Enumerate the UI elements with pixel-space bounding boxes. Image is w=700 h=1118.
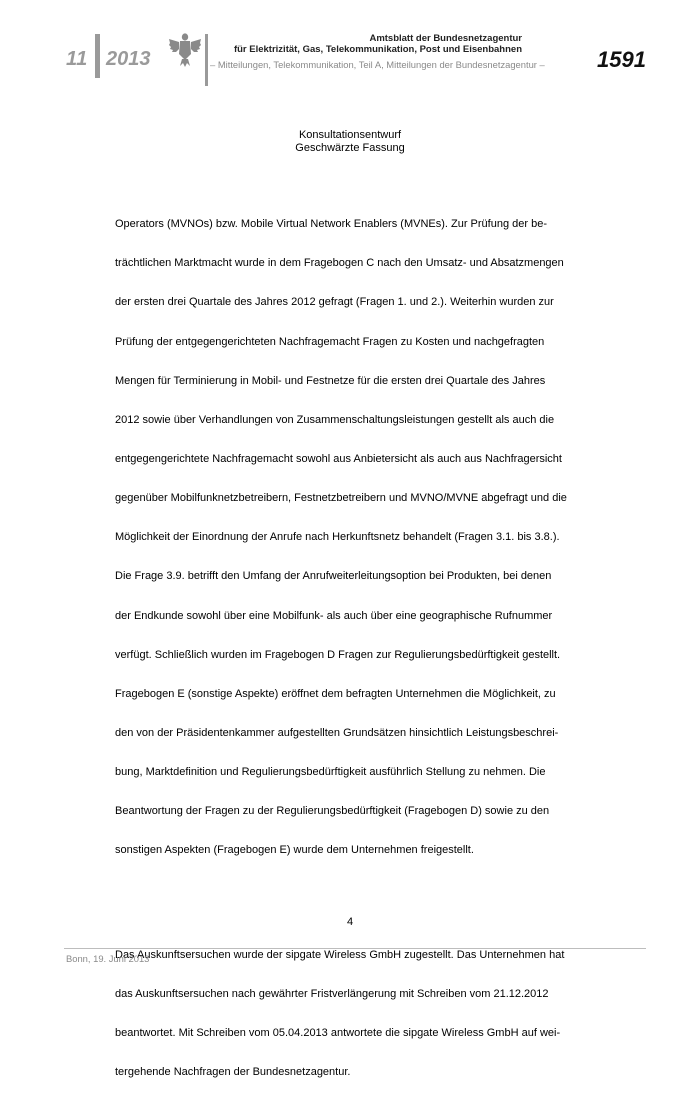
footer-place-date: Bonn, 19. Juni 2013 bbox=[66, 953, 150, 964]
issue-number: 11 bbox=[66, 48, 88, 70]
text-line: tergehende Nachfragen der Bundesnetzagentur. bbox=[115, 1066, 351, 1079]
publication-title: Amtsblatt der Bundesnetzagentur bbox=[369, 33, 522, 44]
section-subtitle: – Mitteilungen, Telekommunikation, Teil A, Mitteilungen der Bundesnetzagentur – bbox=[210, 59, 545, 70]
text-line: Möglichkeit der Einordnung der Anrufe nach Herkunftsnetz behandelt (Fragen 3.1. bis 3.8.). bbox=[115, 531, 560, 544]
footer-divider bbox=[64, 948, 646, 949]
issue-year: 2013 bbox=[106, 48, 151, 70]
document-page-number: 4 bbox=[346, 916, 354, 928]
text-line: das Auskunftsersuchen nach gewährter Fristverlängerung mit Schreiben vom 21.12.2012 bbox=[115, 987, 549, 1000]
text-line: bung, Marktdefinition und Regulierungsbedürftigkeit ausführlich Stellung zu nehmen. Die bbox=[115, 766, 546, 779]
text-line: Prüfung der entgegengerichteten Nachfragemacht Fragen zu Kosten und nachgefragten bbox=[115, 335, 545, 348]
text-line: den von der Präsidentenkammer aufgestellten Grundsätzen hinsichtlich Leistungsbeschrei- bbox=[115, 727, 559, 740]
text-line: Die Frage 3.9. betrifft den Umfang der Anrufweiterleitungsoption bei Produkten, bei denen bbox=[115, 570, 552, 583]
paragraph-1 bbox=[115, 192, 595, 883]
text-line: Mengen für Terminierung in Mobil- und Festnetze für die ersten drei Quartale des Jahres bbox=[115, 374, 546, 387]
text-line: Fragebogen E (sonstige Aspekte) eröffnet dem befragten Unternehmen die Möglichkeit, zu bbox=[115, 687, 556, 700]
text-line: Das Auskunftsersuchen wurde der sipgate Wireless GmbH zugestellt. Das Unternehmen hat bbox=[115, 948, 565, 961]
text-line: 2012 sowie über Verhandlungen von Zusammenschaltungsleistungen gestellt als auch die bbox=[115, 413, 555, 426]
federal-eagle-icon bbox=[168, 30, 202, 68]
document-heading bbox=[0, 129, 700, 155]
body-text bbox=[115, 166, 595, 1118]
header-divider bbox=[95, 34, 100, 78]
text-line: der Endkunde sowohl über eine Mobilfunk- als auch über eine geographische Rufnummer bbox=[115, 609, 553, 622]
heading-line-1: Konsultationsentwurf bbox=[298, 129, 402, 141]
text-line: beantwortet. Mit Schreiben vom 05.04.2013 antwortete die sipgate Wireless GmbH auf wei- bbox=[115, 1027, 561, 1040]
heading-line-2: Geschwärzte Fassung bbox=[295, 142, 405, 154]
text-line: Beantwortung der Fragen zu der Regulierungsbedürftigkeit (Fragebogen D) sowie zu den bbox=[115, 805, 550, 818]
paragraph-2 bbox=[115, 923, 595, 1106]
page-number: 1591 bbox=[597, 47, 646, 72]
text-line: der ersten drei Quartale des Jahres 2012 gefragt (Fragen 1. und 2.). Weiterhin wurden zur bbox=[115, 296, 554, 309]
publication-subtitle: für Elektrizität, Gas, Telekommunikation, Post und Eisenbahnen bbox=[233, 44, 522, 55]
header-divider-2 bbox=[205, 34, 208, 86]
text-line: sonstigen Aspekten (Fragebogen E) wurde dem Unternehmen freigestellt. bbox=[115, 844, 474, 857]
text-line: verfügt. Schließlich wurden im Fragebogen D Fragen zur Regulierungsbedürftigkeit gestellt. bbox=[115, 648, 561, 661]
text-line: trächtlichen Marktmacht wurde in dem Fragebogen C nach den Umsatz- und Absatzmengen bbox=[115, 257, 564, 270]
text-line: gegenüber Mobilfunknetzbetreibern, Festnetzbetreibern und MVNO/MVNE abgefragt und die bbox=[115, 492, 567, 505]
text-line: entgegengerichtete Nachfragemacht sowohl aus Anbietersicht als auch aus Nachfragersicht bbox=[115, 453, 562, 466]
text-line: Operators (MVNOs) bzw. Mobile Virtual Network Enablers (MVNEs). Zur Prüfung der be- bbox=[115, 218, 547, 231]
